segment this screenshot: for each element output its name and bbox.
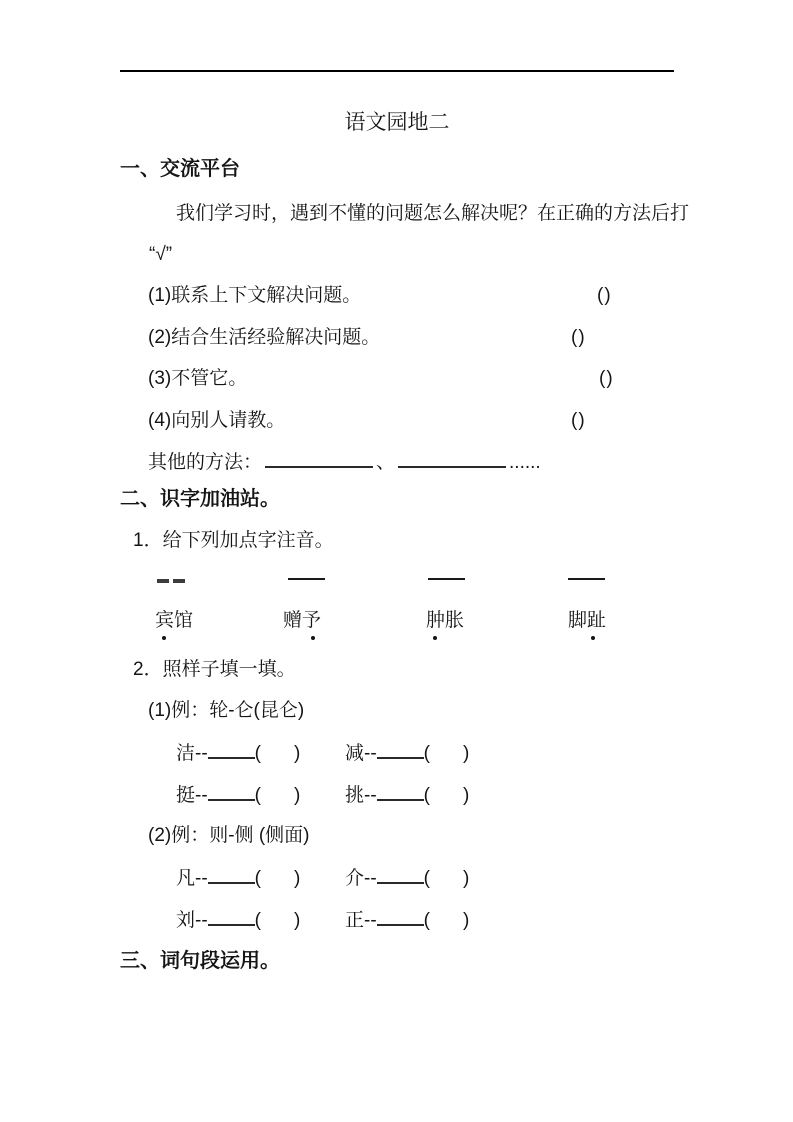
- option-4-parens: (): [571, 410, 586, 431]
- fill-blank: [377, 908, 424, 926]
- option-1-parens: (): [597, 285, 612, 306]
- other-methods-row: [148, 450, 541, 472]
- dot-marker: [591, 636, 595, 640]
- fill-cell: [176, 908, 300, 932]
- open-paren: (: [254, 868, 261, 889]
- fill-char: 介: [345, 868, 365, 889]
- pinyin-word-1: [155, 610, 193, 632]
- task2-label: 2．照样子填一填。: [133, 659, 296, 680]
- fill-row: [0, 783, 793, 805]
- page-title: 语文园地二: [344, 111, 450, 134]
- blank-line: [398, 450, 506, 468]
- option-2-parens: (): [571, 327, 586, 348]
- word-text: 宾馆: [155, 610, 194, 631]
- option-1-text: (1)联系上下文解决问题。: [148, 285, 362, 306]
- word-text: 赠予: [283, 610, 322, 631]
- pinyin-blank-line: [288, 578, 325, 580]
- pinyin-blank-line: [568, 578, 605, 580]
- fill-blank: [377, 866, 424, 884]
- open-paren: (: [254, 910, 261, 931]
- close-paren: ): [463, 785, 470, 806]
- fill-dashes: --: [195, 868, 208, 889]
- fill-cell: [176, 783, 300, 807]
- fill-dashes: --: [364, 868, 377, 889]
- fill-char: 挺: [176, 785, 196, 806]
- option-row-2: [0, 327, 793, 349]
- example1-label: (1)例：轮-仑(昆仑): [148, 700, 305, 721]
- fill-blank: [377, 783, 424, 801]
- intro-line-2: “√”: [149, 244, 173, 265]
- fill-cell: [345, 741, 469, 765]
- ellipsis-text: ......: [509, 452, 541, 473]
- fill-blank: [377, 741, 424, 759]
- fill-dashes: --: [195, 910, 208, 931]
- fill-dashes: --: [195, 743, 208, 764]
- other-methods-label: 其他的方法：: [148, 452, 263, 473]
- close-paren: ): [463, 743, 470, 764]
- pinyin-word-2: [283, 610, 321, 632]
- blank-line: [265, 450, 373, 468]
- fill-char: 挑: [345, 785, 365, 806]
- fill-dashes: --: [364, 743, 377, 764]
- fill-char: 洁: [176, 743, 196, 764]
- open-paren: (: [254, 743, 261, 764]
- section3-heading: 三、词句段运用。: [120, 950, 280, 972]
- word-text: 肿胀: [426, 610, 465, 631]
- fill-cell: [345, 783, 469, 807]
- enumeration-comma: 、: [376, 452, 396, 473]
- close-paren: ): [294, 910, 301, 931]
- fill-cell: [345, 908, 469, 932]
- fill-row: [0, 908, 793, 930]
- fill-row: [0, 866, 793, 888]
- fill-cell: [176, 866, 300, 890]
- open-paren: (: [423, 743, 430, 764]
- close-paren: ): [294, 785, 301, 806]
- header-rule: [120, 70, 674, 72]
- fill-cell: [345, 866, 469, 890]
- option-row-4: [0, 410, 793, 432]
- fill-char: 凡: [176, 868, 196, 889]
- fill-char: 减: [345, 743, 365, 764]
- pinyin-blank-dashes: [157, 579, 185, 583]
- section2-heading: 二、识字加油站。: [120, 488, 280, 510]
- option-row-1: [0, 285, 793, 307]
- close-paren: ): [463, 868, 470, 889]
- option-3-parens: (): [599, 368, 614, 389]
- close-paren: ): [294, 743, 301, 764]
- open-paren: (: [423, 910, 430, 931]
- task1-label: 1．给下列加点字注音。: [133, 530, 334, 551]
- fill-blank: [208, 866, 255, 884]
- pinyin-word-4: [568, 610, 606, 632]
- dot-marker: [162, 636, 166, 640]
- open-paren: (: [254, 785, 261, 806]
- open-paren: (: [423, 785, 430, 806]
- option-4-text: (4)向别人请教。: [148, 410, 286, 431]
- fill-cell: [176, 741, 300, 765]
- close-paren: ): [294, 868, 301, 889]
- example2-label: (2)例：则-侧 (侧面): [148, 825, 310, 846]
- close-paren: ): [463, 910, 470, 931]
- option-2-text: (2)结合生活经验解决问题。: [148, 327, 381, 348]
- fill-dashes: --: [364, 785, 377, 806]
- fill-row: [0, 741, 793, 763]
- section1-heading: 一、交流平台: [120, 158, 240, 180]
- option-row-3: [0, 368, 793, 390]
- fill-dashes: --: [195, 785, 208, 806]
- fill-blank: [208, 741, 255, 759]
- dot-marker: [433, 636, 437, 640]
- fill-dashes: --: [364, 910, 377, 931]
- fill-blank: [208, 783, 255, 801]
- fill-blank: [208, 908, 255, 926]
- intro-line-1: 我们学习时，遇到不懂的问题怎么解决呢？在正确的方法后打: [176, 203, 690, 224]
- pinyin-word-3: [426, 610, 464, 632]
- fill-char: 刘: [176, 910, 196, 931]
- dot-marker: [311, 636, 315, 640]
- word-text: 脚趾: [568, 610, 607, 631]
- open-paren: (: [423, 868, 430, 889]
- pinyin-blank-line: [428, 578, 465, 580]
- option-3-text: (3)不管它。: [148, 368, 248, 389]
- fill-char: 正: [345, 910, 365, 931]
